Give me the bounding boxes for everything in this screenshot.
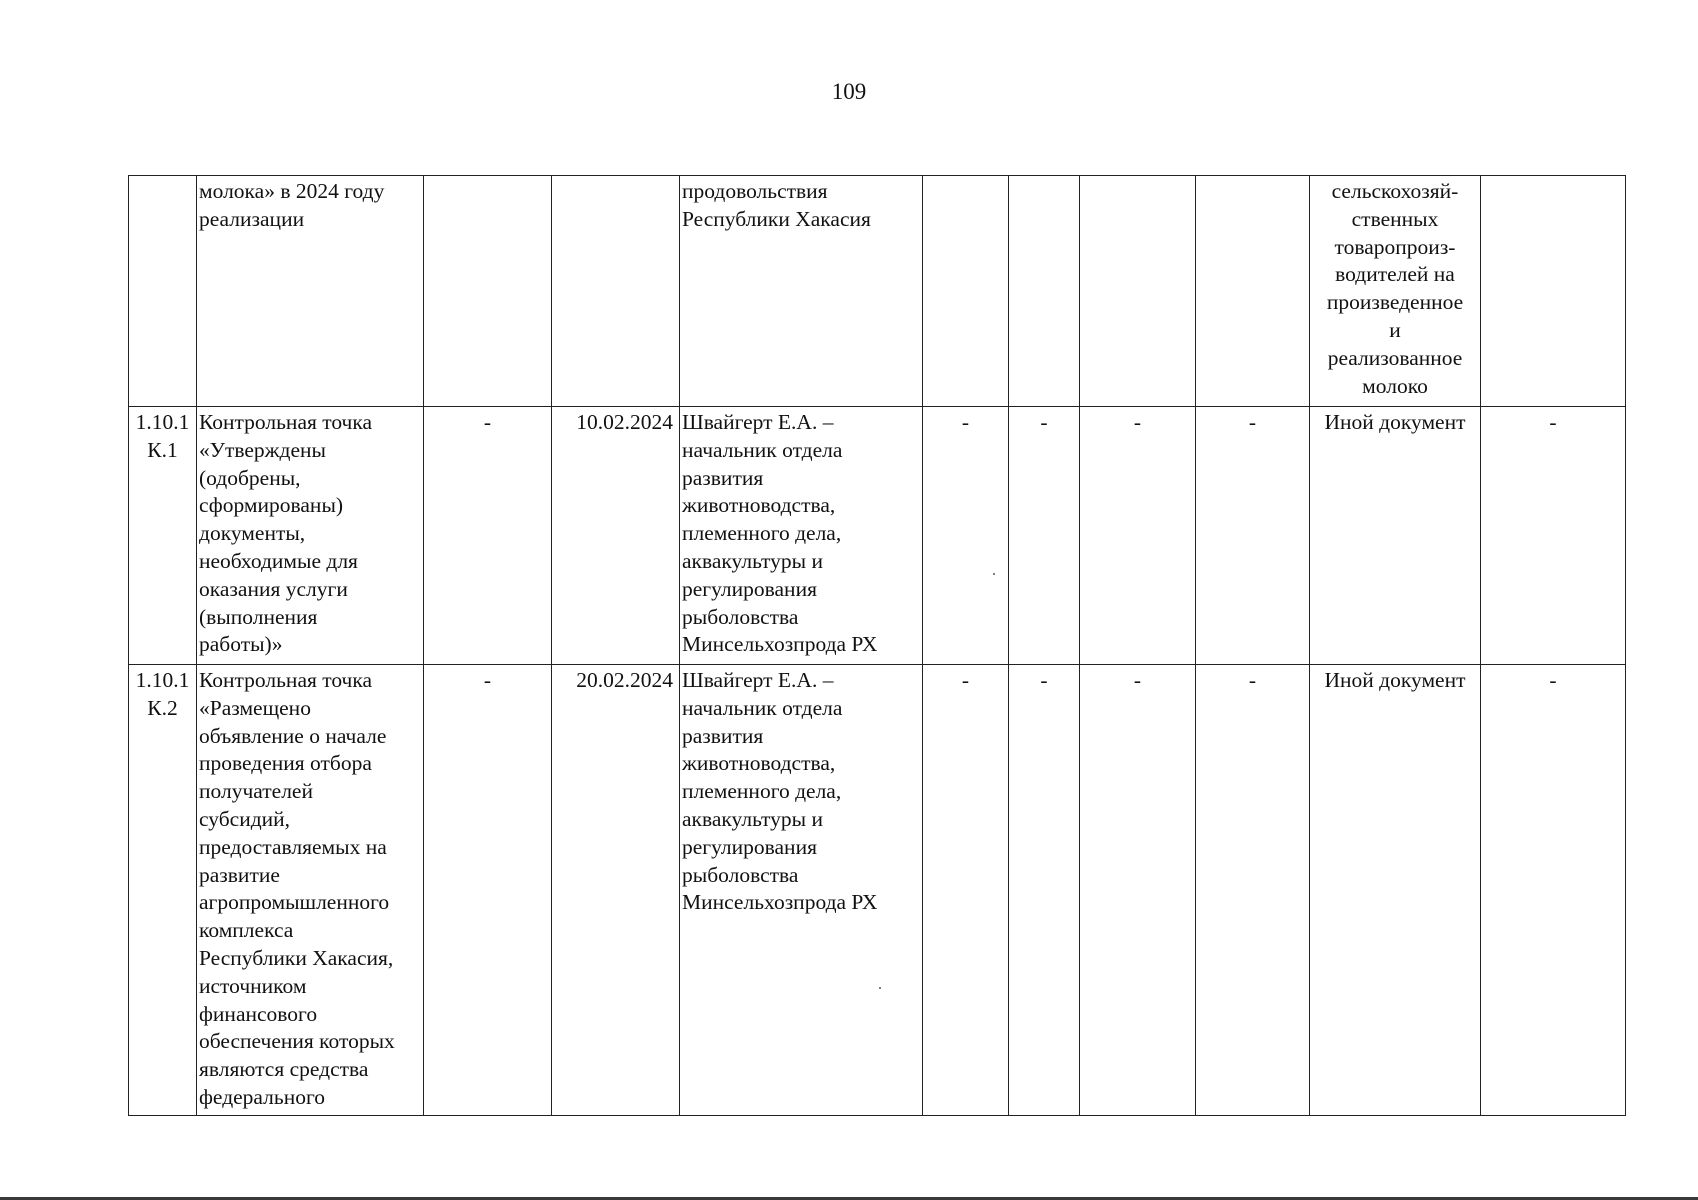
note-cell: -: [1481, 665, 1626, 1116]
value-cell: -: [923, 665, 1009, 1116]
value-cell: -: [1009, 407, 1080, 665]
end-date-cell: [552, 176, 680, 407]
start-date-cell: -: [424, 665, 552, 1116]
page-number: 109: [831, 79, 867, 104]
row-number-cell: 1.10.1 К.2: [129, 665, 197, 1116]
value-cell: -: [1080, 407, 1196, 665]
scan-speck: [879, 987, 881, 989]
value-cell: [1196, 176, 1310, 407]
row-number-cell: [129, 176, 197, 407]
document-type-cell: Иной документ: [1310, 407, 1481, 665]
value-cell: -: [1196, 665, 1310, 1116]
table-row: [129, 665, 1626, 1116]
note-cell: -: [1481, 407, 1626, 665]
responsible-cell: Швайгерт Е.А. – начальник отдела развития животноводства, племенного дела, аквакультуры и регулирования рыболовства Минсельхозпрода РХ: [680, 665, 923, 1116]
note-cell: [1481, 176, 1626, 407]
table-row: [129, 176, 1626, 407]
value-cell: -: [923, 407, 1009, 665]
row-number-cell: 1.10.1 К.1: [129, 407, 197, 665]
table-row: [129, 407, 1626, 665]
responsible-cell: продовольствия Республики Хакасия: [680, 176, 923, 407]
value-cell: -: [1196, 407, 1310, 665]
start-date-cell: -: [424, 407, 552, 665]
value-cell: [1009, 176, 1080, 407]
document-type-cell: сельскохозяй- ственных товаропроиз- водителей на произведенное и реализованное молоко: [1310, 176, 1481, 407]
value-cell: -: [1009, 665, 1080, 1116]
end-date-cell: 10.02.2024: [552, 407, 680, 665]
value-cell: [1080, 176, 1196, 407]
scan-speck: [993, 573, 995, 575]
event-name-cell: Контрольная точка «Утверждены (одобрены, сформированы) документы, необходимые для оказания услуги (выполнения работы)»: [197, 407, 424, 665]
end-date-cell: 20.02.2024: [552, 665, 680, 1116]
responsible-cell: Швайгерт Е.А. – начальник отдела развития животноводства, племенного дела, аквакультуры и регулирования рыболовства Минсельхозпрода РХ: [680, 407, 923, 665]
document-type-cell: Иной документ: [1310, 665, 1481, 1116]
control-points-table: [128, 175, 1626, 1116]
event-name-cell: молока» в 2024 году реализации: [197, 176, 424, 407]
event-name-cell: Контрольная точка «Размещено объявление о начале проведения отбора получателей субсидий, предоставляемых на развитие агропромышленного комплекса Республики Хакасия, источником финансового обеспечения которых являются средства федерального: [197, 665, 424, 1116]
value-cell: [923, 176, 1009, 407]
value-cell: -: [1080, 665, 1196, 1116]
start-date-cell: [424, 176, 552, 407]
